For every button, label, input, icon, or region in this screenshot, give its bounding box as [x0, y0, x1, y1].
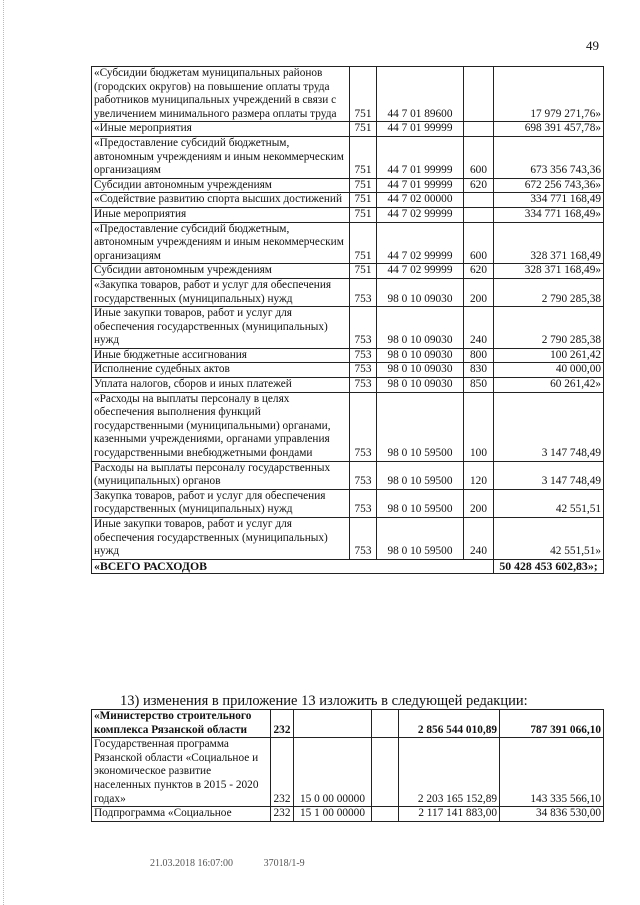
table-row	[92, 378, 604, 393]
row-amount: 672 256 743,36»	[494, 178, 604, 193]
row-code: 753	[350, 307, 377, 349]
row-type: 620	[464, 178, 494, 193]
row-article: 98 0 10 59500	[377, 461, 464, 489]
row-type: 240	[464, 518, 494, 560]
table-row	[92, 392, 604, 461]
row-code: 751	[350, 67, 377, 122]
row-code: 753	[350, 392, 377, 461]
footer-doc-id: 37018/1-9	[263, 858, 305, 869]
row-type	[464, 67, 494, 122]
row-name: «Предоставление субсидий бюджетным, автономным учреждениям и иным некоммерческим организациям	[92, 222, 350, 264]
row-article: 98 0 10 09030	[377, 348, 464, 363]
row-type: 120	[464, 461, 494, 489]
table-row	[92, 136, 604, 178]
row-amount: 328 371 168,49»	[494, 264, 604, 279]
footer-timestamp: 21.03.2018 16:07:00	[150, 858, 234, 869]
row-article: 98 0 10 09030	[377, 363, 464, 378]
row-article: 98 0 10 59500	[377, 518, 464, 560]
row-name: «Субсидии бюджетам муниципальных районов (городских округов) на повышение оплаты труда работников муниципальных учреждений в связи с увеличением минимального размера оплаты труда	[92, 67, 350, 122]
row-amount-2: 787 391 066,10	[500, 710, 604, 738]
row-article: 44 7 02 00000	[377, 193, 464, 208]
table-row	[92, 67, 604, 122]
table-row	[92, 222, 604, 264]
row-amount: 2 790 285,38	[494, 278, 604, 306]
row-type	[464, 207, 494, 222]
row-article: 44 7 02 99999	[377, 264, 464, 279]
row-name: Государственная программа Рязанской области «Социальное и экономическое развитие населенных пунктов в 2015 - 2020 годах»	[92, 738, 271, 807]
row-name: «Закупка товаров, работ и услуг для обеспечения государственных (муниципальных) нужд	[92, 278, 350, 306]
row-amount: 40 000,00	[494, 363, 604, 378]
row-amount: 17 979 271,76»	[494, 67, 604, 122]
row-type: 850	[464, 378, 494, 393]
row-article: 44 7 01 89600	[377, 67, 464, 122]
row-article: 44 7 01 99999	[377, 178, 464, 193]
row-article: 44 7 01 99999	[377, 122, 464, 137]
row-name: Иные закупки товаров, работ и услуг для обеспечения государственных (муниципальных) нужд	[92, 518, 350, 560]
table-row	[92, 738, 604, 807]
row-name: «Министерство строительного комплекса Рязанской области	[92, 710, 271, 738]
row-article: 15 1 00 00000	[294, 807, 372, 822]
table-row	[92, 363, 604, 378]
total-amount: 50 428 453 602,83»;	[494, 559, 604, 574]
row-name: Субсидии автономным учреждениям	[92, 264, 350, 279]
row-amount: 100 261,42	[494, 348, 604, 363]
row-name: Подпрограмма «Социальное	[92, 807, 271, 822]
row-amount: 42 551,51	[494, 489, 604, 517]
row-type	[372, 738, 399, 807]
table-row	[92, 348, 604, 363]
row-code: 751	[350, 136, 377, 178]
row-type	[464, 122, 494, 137]
row-type: 620	[464, 264, 494, 279]
margin-line	[3, 0, 5, 905]
row-amount: 698 391 457,78»	[494, 122, 604, 137]
row-article: 98 0 10 59500	[377, 489, 464, 517]
row-name: Уплата налогов, сборов и иных платежей	[92, 378, 350, 393]
row-amount: 328 371 168,49	[494, 222, 604, 264]
row-type: 600	[464, 136, 494, 178]
row-code: 751	[350, 264, 377, 279]
row-code: 753	[350, 378, 377, 393]
row-code: 751	[350, 193, 377, 208]
row-code: 751	[350, 222, 377, 264]
row-type: 240	[464, 307, 494, 349]
row-code: 232	[271, 807, 294, 822]
row-amount: 334 771 168,49	[494, 193, 604, 208]
row-amount: 673 356 743,36	[494, 136, 604, 178]
row-code: 753	[350, 489, 377, 517]
table-row	[92, 278, 604, 306]
row-name: Иные закупки товаров, работ и услуг для обеспечения государственных (муниципальных) нужд	[92, 307, 350, 349]
row-article: 44 7 01 99999	[377, 136, 464, 178]
row-name: Субсидии автономным учреждениям	[92, 178, 350, 193]
total-label: «ВСЕГО РАСХОДОВ	[92, 559, 494, 574]
row-type: 600	[464, 222, 494, 264]
row-name: Закупка товаров, работ и услуг для обеспечения государственных (муниципальных) нужд	[92, 489, 350, 517]
row-article: 98 0 10 09030	[377, 278, 464, 306]
table-row	[92, 264, 604, 279]
row-amount: 334 771 168,49»	[494, 207, 604, 222]
row-amount: 2 790 285,38	[494, 307, 604, 349]
expenses-table	[91, 66, 604, 574]
row-type: 200	[464, 278, 494, 306]
row-type	[372, 710, 399, 738]
row-name: Иные бюджетные ассигнования	[92, 348, 350, 363]
row-amount: 3 147 748,49	[494, 392, 604, 461]
row-amount-2: 34 836 530,00	[500, 807, 604, 822]
row-article: 98 0 10 59500	[377, 392, 464, 461]
row-type: 830	[464, 363, 494, 378]
row-code: 751	[350, 122, 377, 137]
table-row	[92, 518, 604, 560]
row-name: «Иные мероприятия	[92, 122, 350, 137]
total-row	[92, 559, 604, 574]
row-article	[294, 710, 372, 738]
row-article: 98 0 10 09030	[377, 378, 464, 393]
appendix-13-table	[91, 709, 604, 822]
table-row	[92, 807, 604, 822]
table-row	[92, 307, 604, 349]
row-name: «Содействие развитию спорта высших достижений	[92, 193, 350, 208]
row-name: Иные мероприятия	[92, 207, 350, 222]
row-name: «Расходы на выплаты персоналу в целях обеспечения выполнения функций государственными (муниципальными) органами, казенными учреждениями, органами управления государственными внебюджетными фондами	[92, 392, 350, 461]
row-amount-1: 2 203 165 152,89	[399, 738, 500, 807]
row-code: 232	[271, 710, 294, 738]
row-type	[464, 193, 494, 208]
page-number: 49	[586, 38, 599, 53]
row-type: 200	[464, 489, 494, 517]
row-amount: 42 551,51»	[494, 518, 604, 560]
row-amount-1: 2 856 544 010,89	[399, 710, 500, 738]
row-name: Исполнение судебных актов	[92, 363, 350, 378]
row-article: 44 7 02 99999	[377, 207, 464, 222]
footer	[150, 858, 333, 869]
row-article: 98 0 10 09030	[377, 307, 464, 349]
row-article: 15 0 00 00000	[294, 738, 372, 807]
row-type	[372, 807, 399, 822]
row-code: 232	[271, 738, 294, 807]
row-name: «Предоставление субсидий бюджетным, автономным учреждениям и иным некоммерческим организациям	[92, 136, 350, 178]
row-code: 751	[350, 207, 377, 222]
table-row	[92, 710, 604, 738]
row-code: 753	[350, 363, 377, 378]
table-row	[92, 207, 604, 222]
table-row	[92, 122, 604, 137]
table-row	[92, 489, 604, 517]
row-code: 753	[350, 278, 377, 306]
row-amount: 3 147 748,49	[494, 461, 604, 489]
row-code: 753	[350, 518, 377, 560]
table-row	[92, 461, 604, 489]
table-row	[92, 178, 604, 193]
row-name: Расходы на выплаты персоналу государственных (муниципальных) органов	[92, 461, 350, 489]
row-code: 753	[350, 461, 377, 489]
section-heading: 13) изменения в приложение 13 изложить в следующей редакции:	[120, 693, 528, 709]
row-type: 800	[464, 348, 494, 363]
row-amount: 60 261,42»	[494, 378, 604, 393]
row-code: 753	[350, 348, 377, 363]
row-article: 44 7 02 99999	[377, 222, 464, 264]
row-code: 751	[350, 178, 377, 193]
row-type: 100	[464, 392, 494, 461]
row-amount-1: 2 117 141 883,00	[399, 807, 500, 822]
row-amount-2: 143 335 566,10	[500, 738, 604, 807]
table-row	[92, 193, 604, 208]
